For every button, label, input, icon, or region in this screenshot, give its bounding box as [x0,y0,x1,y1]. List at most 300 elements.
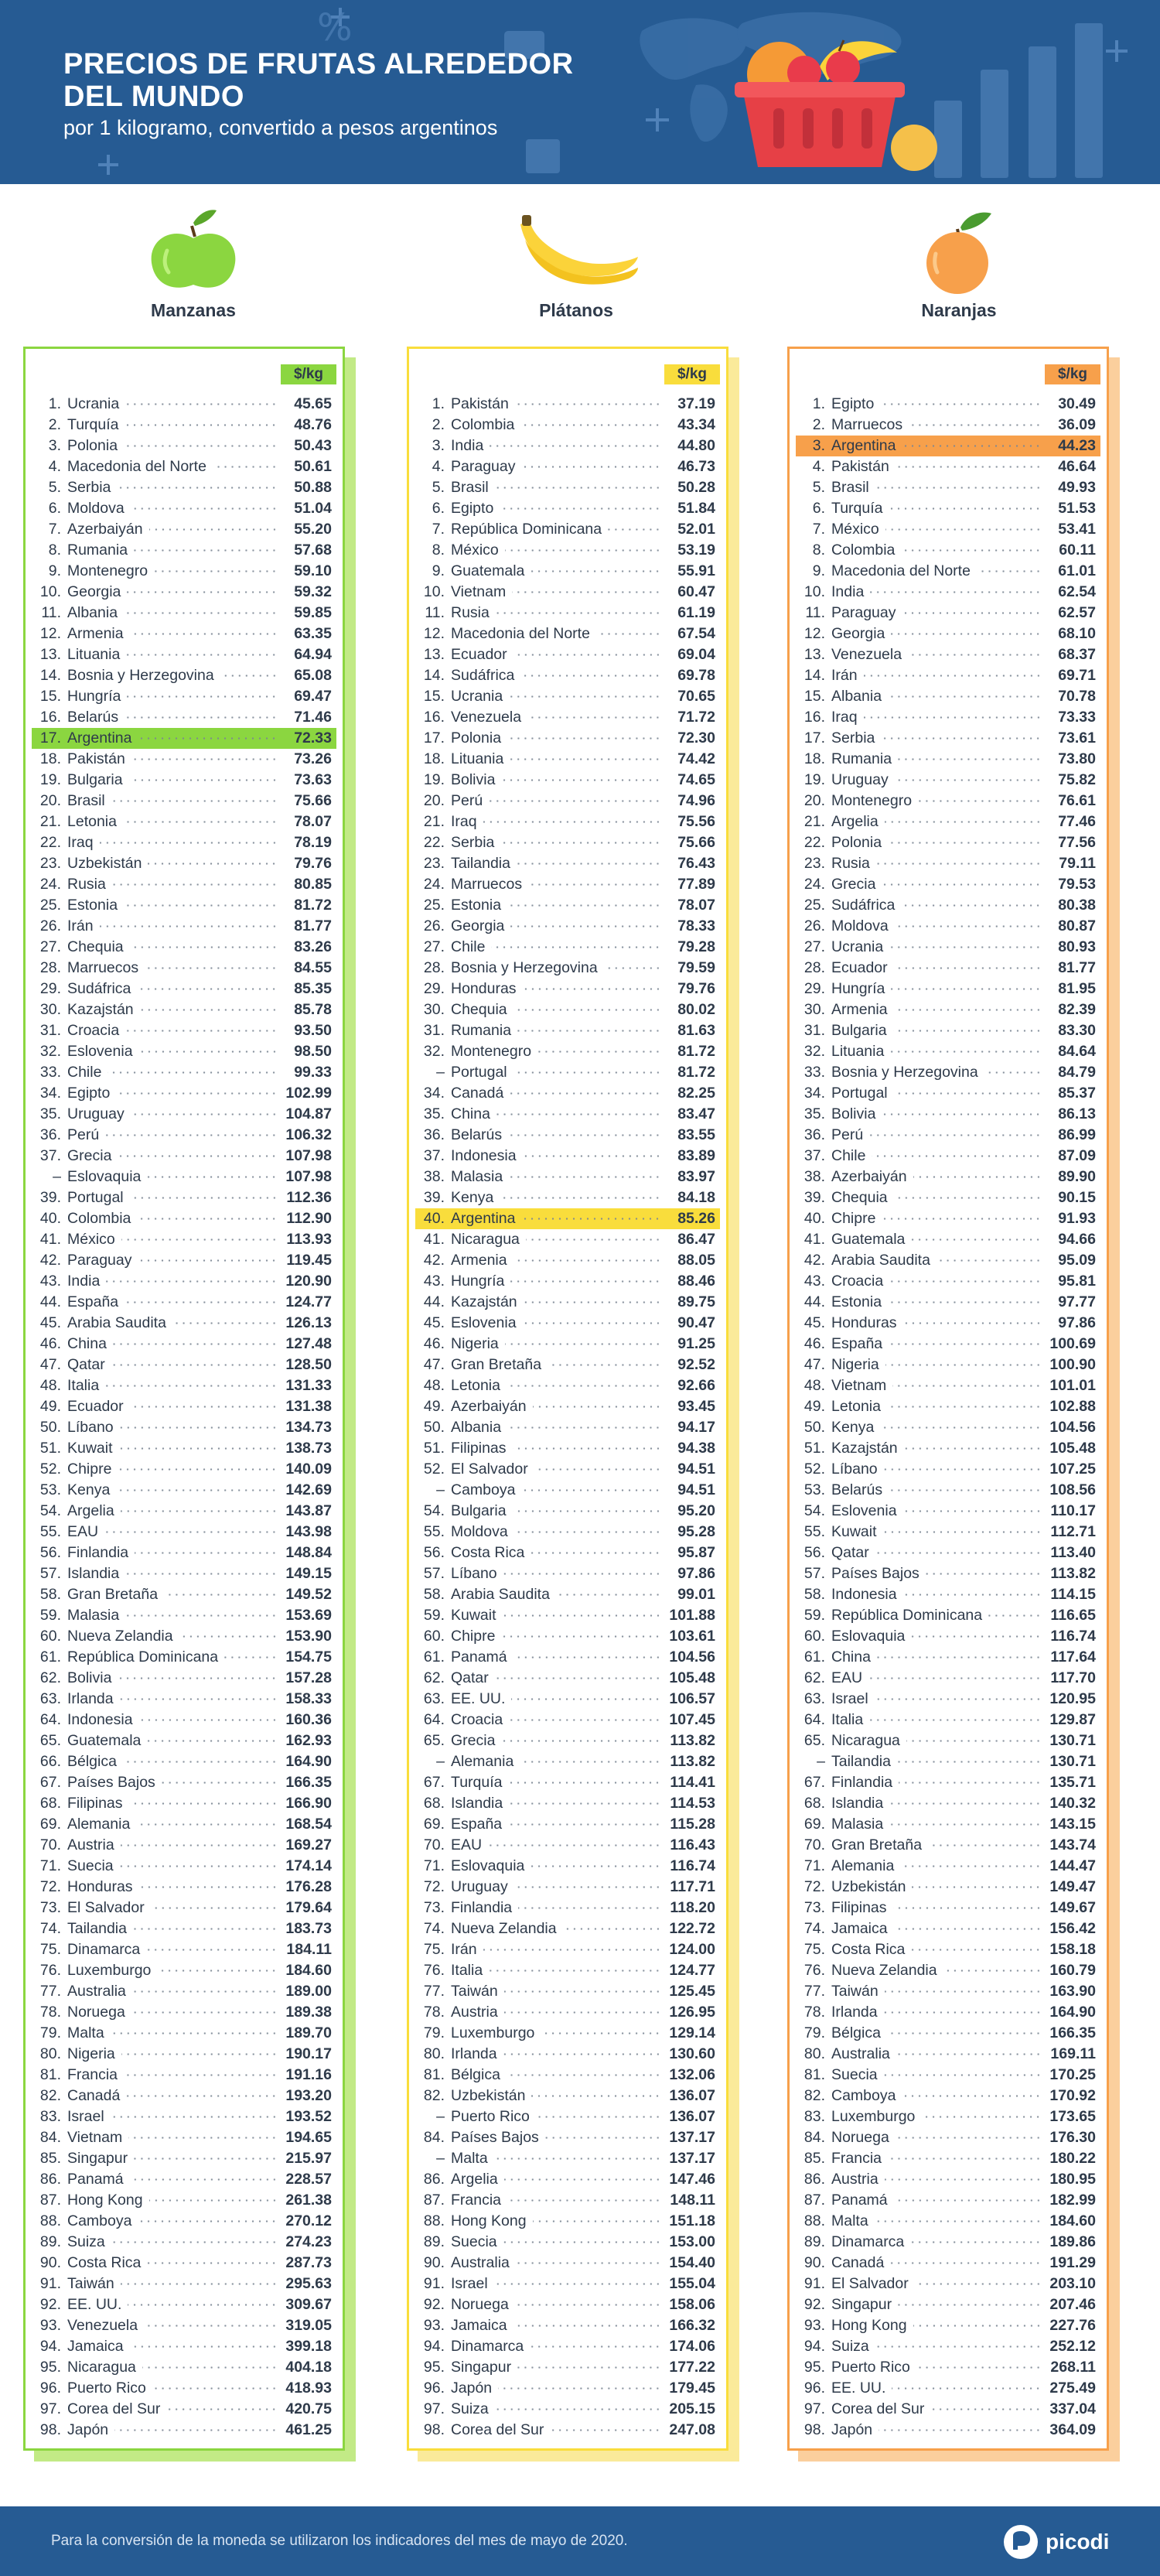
table-row [802,1020,1096,1041]
price-value: 151.18 [669,2212,715,2229]
country-name: Bosnia y Herzegovina [451,959,598,976]
country-name: Eslovaquia [67,1168,142,1185]
dot-leader [872,1155,1042,1157]
dot-leader [896,466,1042,468]
country-name: Qatar [67,1356,105,1373]
rank-number: 10. [423,583,445,600]
dot-leader [533,2220,661,2222]
price-value: 183.73 [285,1920,332,1937]
table-row [802,2148,1096,2169]
rank-number: 61. [423,1648,445,1666]
price-value: 84.55 [294,959,332,976]
table-row [421,1856,715,1877]
price-value: 93.50 [294,1022,332,1039]
price-value: 115.28 [670,1816,715,1833]
country-name: Estonia [67,897,118,914]
rank-number: 63. [803,1690,825,1707]
table-row [802,1522,1096,1543]
rank-number: 16. [423,709,445,726]
table-row [38,2023,332,2044]
country-name: Hong Kong [831,2317,907,2334]
rank-number: 15. [423,688,445,705]
country-name: Moldova [451,1523,508,1540]
country-name: Belarús [451,1126,503,1143]
table-row [421,1146,715,1167]
dot-leader [503,2053,661,2055]
dot-leader [125,1030,278,1032]
rank-number: 63. [423,1690,445,1707]
dot-leader [604,967,661,969]
table-row [421,2127,715,2148]
rank-number: 54. [423,1502,445,1519]
country-name: Grecia [451,1732,496,1749]
country-name: Ecuador [67,1398,124,1415]
country-name: Canadá [67,2087,121,2104]
rank-number: 27. [803,938,825,955]
price-value: 143.98 [285,1523,332,1540]
table-row [802,937,1096,958]
rank-number: – [817,1753,825,1770]
price-value: 189.86 [1049,2233,1096,2250]
country-name: Chequia [451,1001,507,1018]
table-row [38,916,332,937]
price-value: 80.02 [677,1001,715,1018]
dot-leader [166,2408,278,2410]
table-row [802,895,1096,916]
country-name: Hungría [831,980,885,997]
price-value: 166.32 [669,2317,715,2334]
price-value: 50.28 [677,479,715,496]
country-name: Bélgica [67,1753,117,1770]
table-row [421,1543,715,1563]
dot-leader [888,1301,1042,1303]
country-name: Suecia [67,1857,114,1874]
table-row [802,1292,1096,1313]
price-value: 106.57 [669,1690,715,1707]
price-value: 174.14 [285,1857,332,1874]
rank-number: 13. [423,646,445,663]
price-value: 79.59 [677,959,715,976]
rank-number: 82. [423,2087,445,2104]
price-value: 83.97 [677,1168,715,1185]
dot-leader [126,654,278,656]
price-value: 79.28 [677,938,715,955]
dot-leader [508,1134,661,1136]
country-name: Ecuador [451,646,507,663]
table-row [38,644,332,665]
rank-number: 88. [803,2212,825,2229]
rank-number: 42. [39,1252,61,1269]
rank-number: 22. [423,834,445,851]
country-name: Islandia [67,1565,120,1582]
dot-leader [213,466,278,468]
table-row [421,1730,715,1751]
table-row [38,603,332,624]
dot-leader [130,1406,278,1408]
table-row [421,1793,715,1814]
table-row [38,1480,332,1501]
country-name: Costa Rica [451,1544,525,1561]
price-value: 76.43 [677,855,715,872]
price-value: 75.82 [1058,771,1096,788]
price-value: 101.01 [1049,1377,1096,1394]
rank-number: 91. [803,2275,825,2292]
rank-number: 32. [423,1043,445,1060]
table-row [421,1334,715,1355]
price-value: 124.00 [669,1941,715,1958]
table-row [421,1918,715,1939]
table-row [421,1877,715,1898]
rank-number: 78. [39,2004,61,2021]
country-name: Indonesia [67,1711,133,1728]
price-value: 44.80 [677,437,715,454]
table-row [421,1396,715,1417]
country-name: Eslovaquia [451,1857,525,1874]
table-row [421,2294,715,2315]
country-name: Bolivia [831,1105,876,1122]
table-row [38,1104,332,1125]
dot-leader [536,2116,661,2118]
price-value: 97.77 [1058,1293,1096,1310]
dot-leader [139,1051,278,1053]
price-value: 119.45 [286,1252,332,1269]
country-name: Gran Bretaña [67,1586,159,1603]
rank-number: 6. [432,500,445,517]
price-value: 60.11 [1059,542,1096,559]
price-value: 184.11 [286,1941,332,1958]
price-value: 117.64 [1050,1648,1096,1666]
rank-number: 10. [803,583,825,600]
rank-number: 5. [432,479,445,496]
dot-leader [119,1447,278,1450]
table-row [802,2253,1096,2274]
dot-leader [901,904,1042,907]
price-value: 102.99 [285,1085,332,1102]
price-value: 95.81 [1058,1273,1096,1290]
banana-icon [513,209,644,294]
country-name: India [451,437,484,454]
table-row [802,1814,1096,1835]
dot-leader [516,2262,661,2264]
dot-leader [111,1364,278,1366]
dot-leader [517,2366,661,2369]
price-value: 83.30 [1058,1022,1096,1039]
rank-number: 22. [803,834,825,851]
dot-leader [912,1886,1042,1888]
table-row [38,1981,332,2002]
rank-number: 60. [423,1628,445,1645]
dot-leader [898,758,1042,760]
country-name: Polonia [67,437,118,454]
country-name: Azerbaiyán [67,521,143,538]
dot-leader [504,2178,661,2181]
table-row [421,707,715,728]
table-row [38,2420,332,2441]
price-value: 179.64 [285,1899,332,1916]
rank-number: 75. [803,1941,825,1958]
dot-leader [943,1970,1042,1972]
rank-number: 77. [803,1983,825,2000]
rank-number: 18. [803,750,825,767]
price-value: 270.12 [285,2212,332,2229]
country-name: Japón [451,2380,493,2397]
country-name: Egipto [67,1085,111,1102]
country-name: Guatemala [67,1732,142,1749]
table-row [802,1793,1096,1814]
table-row [802,2315,1096,2336]
country-name: Turquía [451,1774,503,1791]
table-row [421,1355,715,1375]
country-name: Hong Kong [67,2192,143,2209]
country-name: Camboya [67,2212,132,2229]
price-value: 77.46 [1058,813,1096,830]
price-value: 337.04 [1049,2400,1096,2417]
dot-leader [489,1970,661,1972]
dot-leader [527,716,661,719]
dot-leader [513,1071,661,1074]
price-value: 179.45 [669,2380,715,2397]
rank-number: 45. [423,1314,445,1331]
price-value: 74.96 [677,792,715,809]
country-name: Uruguay [451,1878,508,1895]
country-name: Taiwán [451,1983,498,2000]
country-name: Noruega [831,2129,889,2146]
price-value: 53.19 [677,542,715,559]
country-name: Portugal [451,1064,507,1081]
country-name: Gran Bretaña [451,1356,542,1373]
country-name: Kuwait [67,1440,113,1457]
country-name: Ucrania [451,688,503,705]
dot-leader [162,1782,278,1784]
dot-leader [130,946,278,948]
price-value: 69.71 [1058,667,1096,684]
country-name: Argentina [451,1210,516,1227]
country-name: Eslovenia [831,1502,897,1519]
country-name: España [67,1293,119,1310]
price-value: 114.15 [1050,1586,1096,1603]
rank-number: 66. [39,1753,61,1770]
country-name: India [67,1273,101,1290]
country-name: El Salvador [451,1461,528,1478]
price-value: 113.40 [1050,1544,1096,1561]
dot-leader [125,716,278,719]
country-name: México [67,1231,115,1248]
dot-leader [889,1280,1042,1283]
table-row [802,1918,1096,1939]
rank-number: 36. [803,1126,825,1143]
rank-number: 24. [39,876,61,893]
rank-number: 68. [423,1795,445,1812]
rank-number: 82. [39,2087,61,2104]
price-value: 50.61 [294,458,332,475]
table-row [802,1104,1096,1125]
price-value: 67.54 [677,625,715,642]
country-name: Luxemburgo [831,2108,916,2125]
dot-leader [116,1092,278,1095]
dot-leader [125,1301,278,1303]
table-row [802,394,1096,415]
rank-number: 21. [39,813,61,830]
price-value: 295.63 [285,2275,332,2292]
price-value: 73.63 [294,771,332,788]
dot-leader [882,1113,1042,1115]
rank-number: 57. [423,1565,445,1582]
price-value: 132.06 [669,2066,715,2083]
country-name: Honduras [451,980,517,997]
rank-number: 11. [425,604,445,621]
price-value: 60.47 [677,583,715,600]
price-value: 85.26 [677,1210,715,1227]
country-name: Suiza [451,2400,489,2417]
rank-number: – [436,1753,445,1770]
price-value: 94.51 [677,1461,715,1478]
table-row [802,2086,1096,2106]
rank-number: 18. [423,750,445,767]
country-name: Polonia [831,834,882,851]
rank-number: 6. [48,500,61,517]
table-row [421,979,715,999]
dot-leader [521,1218,661,1220]
rank-number: 20. [39,792,61,809]
country-name: República Dominicana [831,1607,983,1624]
price-value: 105.48 [1049,1440,1096,1457]
dot-leader [910,2241,1042,2243]
dot-leader [494,2157,661,2160]
table-row [38,2253,332,2274]
table-row [421,2190,715,2211]
table-row [802,1501,1096,1522]
dot-leader [531,2095,661,2097]
country-name: Armenia [451,1252,507,1269]
price-value: 91.93 [1058,1210,1096,1227]
price-value: 158.06 [669,2296,715,2313]
rank-number: 54. [39,1502,61,1519]
table-row [802,1835,1096,1856]
rank-number: 6. [812,500,825,517]
country-name: Honduras [67,1878,133,1895]
rank-number: 94. [39,2338,61,2355]
dot-leader [875,1552,1042,1554]
table-row [421,2086,715,2106]
price-value: 80.93 [1058,938,1096,955]
table-row-highlighted [415,1208,720,1229]
dot-leader [913,2325,1042,2327]
country-name: Perú [451,792,483,809]
country-name: Israel [67,2108,104,2125]
rank-number: 67. [423,1774,445,1791]
country-name: Corea del Sur [67,2400,161,2417]
table-row [802,456,1096,477]
country-name: Marruecos [451,876,523,893]
country-name: Bolivia [67,1669,112,1686]
dot-leader [116,1489,278,1491]
price-value: 170.25 [1049,2066,1096,2083]
dot-leader [137,1218,278,1220]
price-value: 160.79 [1049,1962,1096,1979]
dot-leader [125,403,278,405]
apples-title: Manzanas [151,300,236,320]
rank-number: 60. [803,1628,825,1645]
rank-number: 3. [812,437,825,454]
dot-leader [891,633,1042,635]
country-name: Venezuela [831,646,902,663]
table-row [421,582,715,603]
country-name: Eslovenia [451,1314,517,1331]
table-row [802,1981,1096,2002]
price-value: 81.77 [294,917,332,934]
country-name: Brasil [451,479,489,496]
table-row [38,2002,332,2023]
price-value: 107.98 [285,1168,332,1185]
table-row-highlighted [32,728,336,749]
table-row [38,1125,332,1146]
table-row [38,1146,332,1167]
table-row [38,2127,332,2148]
price-value: 79.11 [1059,855,1096,872]
table-row [38,811,332,832]
price-value: 399.18 [285,2338,332,2355]
dot-leader [134,549,278,552]
footer-note: Para la conversión de la moneda se utilizaron los indicadores del mes de mayo de 2020. [51,2533,628,2549]
table-row [421,999,715,1020]
dot-leader [888,695,1042,698]
country-name: Suecia [831,2066,878,2083]
price-value: 57.68 [294,542,332,559]
dot-leader [131,758,278,760]
country-name: Macedonia del Norte [831,562,971,579]
country-name: Jamaica [451,2317,507,2334]
dot-leader [125,424,278,426]
country-name: Camboya [831,2087,896,2104]
dot-leader [508,1782,661,1784]
dot-leader [136,1823,278,1826]
table-row [802,540,1096,561]
table-row [802,1083,1096,1104]
country-name: Líbano [451,1565,497,1582]
dot-leader [129,779,278,781]
dot-leader [887,2032,1042,2034]
table-row [421,958,715,979]
rank-number: 69. [423,1816,445,1833]
price-value: 319.05 [285,2317,332,2334]
dot-leader [895,925,1042,928]
country-name: Nueva Zelandia [831,1962,937,1979]
rank-number: 81. [39,2066,61,2083]
country-name: Brasil [67,792,105,809]
price-value: 124.77 [285,1293,332,1310]
price-value: 113.82 [670,1753,715,1770]
rank-number: 56. [39,1544,61,1561]
table-row [38,561,332,582]
table-row [802,415,1096,436]
price-value: 164.90 [285,1753,332,1770]
table-row [802,1125,1096,1146]
rank-number: 97. [423,2400,445,2417]
country-name: Rumania [67,542,128,559]
rank-number: 47. [423,1356,445,1373]
price-value: 52.01 [677,521,715,538]
price-value: 153.00 [669,2233,715,2250]
price-value: 163.90 [1049,1983,1096,2000]
country-name: Malasia [451,1168,503,1185]
table-row [38,1522,332,1543]
rank-number: 29. [803,980,825,997]
country-name: México [451,542,499,559]
table-row [421,1229,715,1250]
dot-leader [125,1573,278,1575]
dot-leader [144,2325,278,2327]
dot-leader [501,1635,661,1638]
